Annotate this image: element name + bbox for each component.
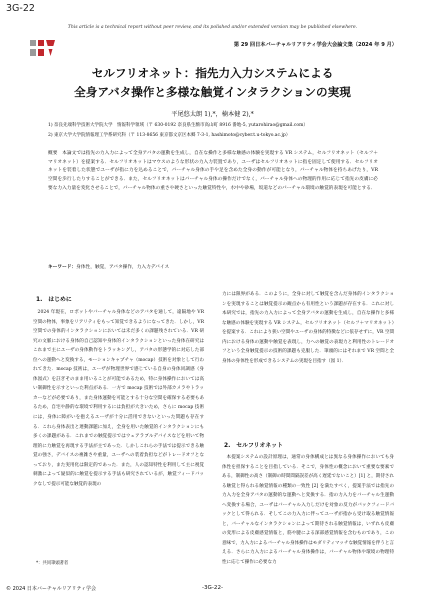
authors: 平尾悠太朗 1),*，楠本健 2),* (171, 111, 254, 118)
section-2-heading: 2. セルフリオネット (224, 443, 283, 449)
right-column-top (222, 290, 394, 366)
section-2-text: 本提案システムの設計原理は，通常の身体構成とは異なる身体操作においても身体性を担保することを目指している．そこで，身体性の概念において重要な要素である，制御性の高さ（制御の時間間隔誤差が高く遅延でないこと）[1] と，期待される触覚と得られる触覚情報の種類の一致性 [2] を満たすべく，提案手法では指先の力入力を全身アバタの運動的な運動へと変換する．指の力入力をバーチャル生運動へ変換する場合，ユーザはバーチャル入力しだけを対象の反力がバックフィードバックとして得られる．そしてこの力入力に伴ってユーザが指から受け取る触覚情報と，バーチャルなインタラクションによって期待される触覚情報は，いずれも皮膚の変形による皮膚感覚情報と，筋や腱による深部感覚情報を含むものであり，この意味で，力入力によるバーチャル身体操作はモダリティマッチな触覚情報を伴うと言える．さらに力入力によるバーチャル身体操作は，バーチャル物体や環境の物理特性に応じて操作に必要な力 (222, 455, 394, 566)
affiliation-1: 1) 奈良先端科学技術大学院大学 情報科学領域（〒 630-0192 奈良県生駒市高山町 8916 番地-5, yutarohirao@gmail.com） (48, 123, 308, 128)
vrsj-logo-icon (29, 39, 56, 57)
page-id: 3G-22 (6, 3, 35, 14)
paper-title-line1: セルフリオネット：指先力入力システムによる (91, 66, 334, 80)
section-1-continued-text: 力には限界がある．このように，全身に対して触覚を含んだ身体的インタラクションを実現することは触覚提示の観点から有用性という課題が存在する．これに対し本研究では，指先の力入力によって全身アバタの運動を生成し，自在な操作と多様な触感の体験を実現する VR システム，セルフリオネット（セルフ＋マリオネット）を提案する．これにより狭い空間やユーザの身体的特徴などに依存せずに，VR 空間内における身体の運動や触覚を表現し，力への触覚の表現力と利用性のトレードオフという全身触覚提示の技術的課題も克服した．筆頭的にはそれまで VR 空間と全身体の身体性を形成できるシステムの実現を目指す（図 1）． (222, 292, 394, 364)
section-1-text: 2024 年現在，ロボットやバーチャル身体などのアバタを通して，遠隔地や VR 空間の物体，事象をリアリティをもって知覚できるようになってきた．しかし，VR 空間での身体的インタラクションにおいては未だ多くの課題残されている．VR 研究の文脈における身体的自己認知や身体的インタラクションといった身体在研究はこれまで主にユーザの身体動作をトラッキングし，アバタの形態学的に対応した部位への運動へと変換する，モーションキャプチャ（mocap）技術を対象として行われてきた．mocap 技術は，ユーザが物理世界で感じている自身の身体同調感（身体図式）を註ぎそのまま用いることが可能であるため，特に身体操作においては高い制御性を示すといった利点がある．一方で mocap 技術では外部カメラやトラッカーなどが必要であり，また身体運動を可能とする十分な空間を確保する必要もあるため，自宅や静的な環境で利用するには負担が大きいため，さらに mocap 技術には，身体に障がいを抱えるユーザが十分に活用できないといった問題も存在する．これら身体表出と連動課題に加え，全身を用いた触覚的インタラクションにも多くの課題がある．これまでの触覚提示ではウェアラブルデバイスなどを用いて物理的に力触覚を再現する手法が主であった．しかしこれらの手法では提示できる触覚の強さ，デバイスの複雑さや重量，ユーザへの装着負担などがトレードオフとなっており，また実用化は限定的であった．また，人の認知特性を利用して主に視覚刺激によって疑似的に触覚を提示する手法も研究されているが，触覚フィードバックなしで提示可能な触覚的表現の (33, 310, 204, 487)
left-column (33, 308, 204, 489)
abstract: 概要 本論文では指先の力入力によって全身アバタの運動を生成し，自在な操作と多様な触感の体験を実現する VR システム，セルフリオネット（セルフ＋マリオネット）を提案する．セルフリオネットはマウスのような形状の力入力装置であり，ユーザはセルフリオネットに指を固定して使用する．セルフリオネットを装着した状態でユーザが指に力を込めることで，バーチャル身体の手や足を含めた全身の動作が可能となり，バーチャル物体を持ちあげたり，VR 空間を歩行したりすることができる．また，セルフリオネットはバーチャル身体の操作だけでなく，バーチャル身体への物理的作用に応じて指先の皮膚に必要な力入力量を変化させることで，バーチャル物体の重さや硬さといった触覚特性や，水中や砂場，坂道などのバーチャル環境の触覚的表現を可能とする． (48, 151, 378, 191)
review-notice: This article is a technical report without peer review, and its polished and/or extended version may be published elsewhere. (67, 25, 358, 30)
conference-header: 第 29 回日本バーチャルリアリティ学会大会論文集（2024 年 9 月） (233, 42, 397, 48)
keywords-line (48, 264, 169, 270)
right-column-bottom (222, 453, 394, 568)
affiliation-2: 2) 東京大学大学院情報理工学系研究科（〒 113-8656 東京都文京区本郷 7-3-1, hashimoto@cyber.t.u-tokyo.ac.jp） (48, 133, 291, 138)
footnote: *：共同筆頭著者 (36, 561, 69, 566)
copyright: © 2024 日本バーチャルリアリティ学会 (6, 586, 97, 592)
keywords: 身体性，触覚，アバタ操作，力入力デバイス (76, 265, 170, 270)
paper-title-line2: 全身アバタ操作と多様な触覚インタラクションの実現 (74, 85, 351, 99)
page-number: -3G-22- (201, 585, 224, 591)
keywords-label: キーワード： (48, 265, 77, 270)
section-1-heading: 1. はじめに (36, 297, 72, 303)
